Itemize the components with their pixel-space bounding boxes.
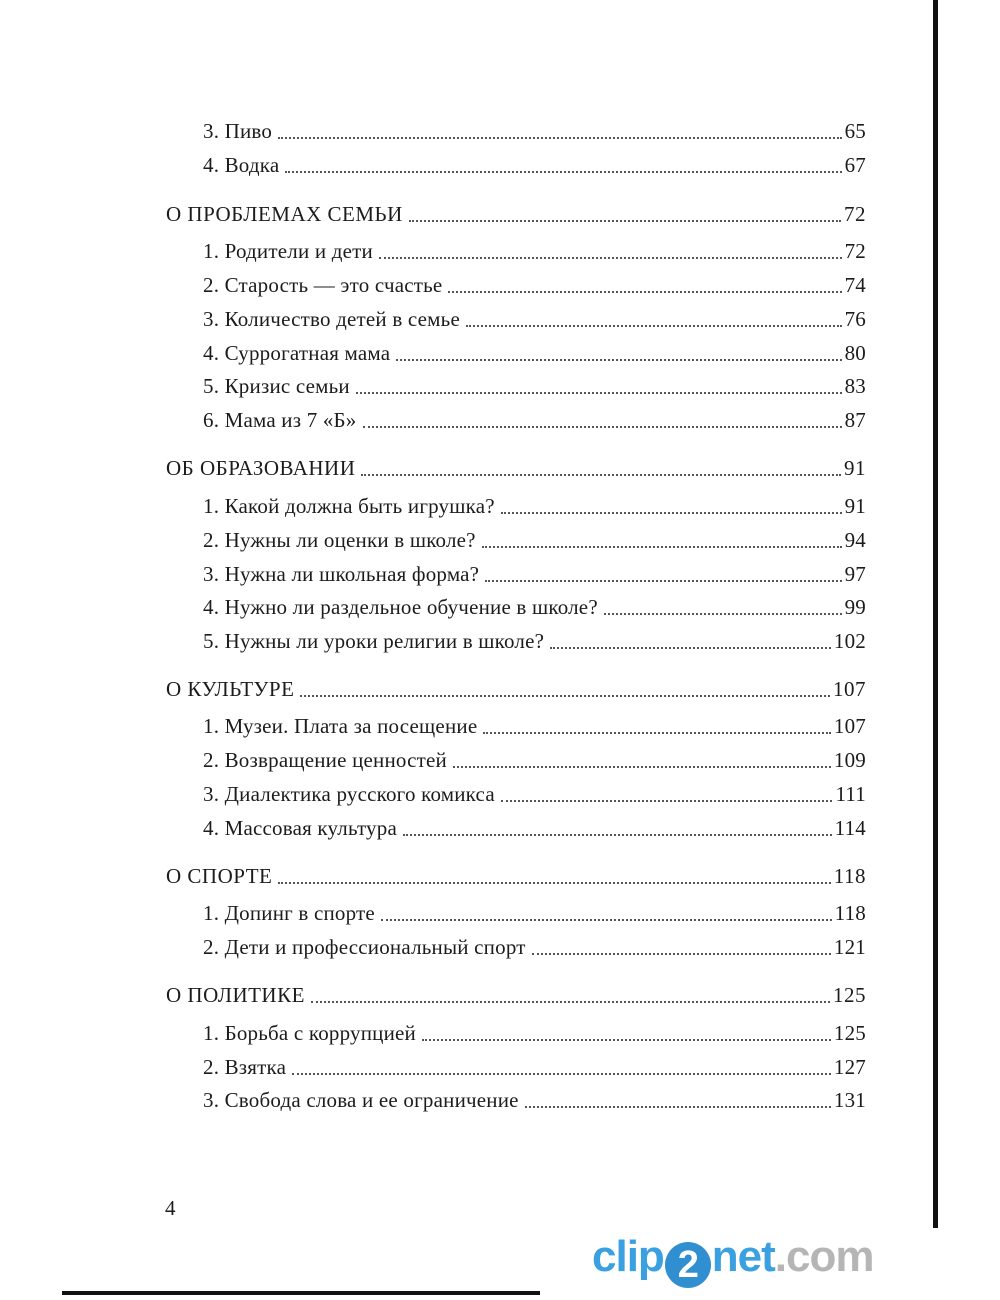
dot-leader: [409, 220, 841, 222]
toc-entry: [203, 152, 866, 178]
toc-section-heading: [166, 982, 866, 1008]
toc-entry-title: 4. Нужно ли раздельное обучение в школе?: [203, 595, 598, 619]
toc-entry: [203, 900, 866, 926]
page-right-border: [933, 0, 938, 1228]
toc-page-number: 72: [844, 202, 866, 226]
toc-entry: [203, 272, 866, 298]
toc-entry-title: О ПОЛИТИКЕ: [166, 983, 305, 1007]
dot-leader: [361, 474, 841, 476]
dot-leader: [532, 953, 831, 955]
toc-entry-title: 4. Массовая культура: [203, 816, 397, 840]
toc-entry: [203, 306, 866, 332]
toc-page-number: 83: [844, 374, 866, 398]
toc-entry: [203, 373, 866, 399]
toc-page-number: 107: [833, 677, 866, 701]
dot-leader: [356, 392, 842, 394]
dot-leader: [278, 137, 842, 139]
toc-entry-title: 5. Кризис семьи: [203, 374, 350, 398]
toc-section-heading: [166, 455, 866, 481]
toc-entry: [203, 1054, 866, 1080]
toc-page-number: 65: [844, 119, 866, 143]
toc-entry: [203, 238, 866, 264]
toc-entry-title: ОБ ОБРАЗОВАНИИ: [166, 456, 356, 480]
toc-page-number: 118: [834, 901, 866, 925]
dot-leader: [278, 882, 830, 884]
toc-page-number: 109: [833, 748, 866, 772]
dot-leader: [403, 834, 832, 836]
toc-page-number: 72: [844, 239, 866, 263]
toc-page-number: 74: [844, 273, 866, 297]
clip2net-watermark: [592, 1232, 874, 1288]
toc-page-number: 121: [833, 935, 866, 959]
toc-page-number: 107: [833, 714, 866, 738]
toc-entry-title: 3. Пиво: [203, 119, 273, 143]
dot-leader: [379, 257, 842, 259]
toc-entry-title: 3. Свобода слова и ее ограничение: [203, 1088, 519, 1112]
watermark-net: net: [711, 1232, 775, 1281]
toc-entry-title: 2. Взятка: [203, 1055, 287, 1079]
toc-entry-title: 2. Дети и профессиональный спорт: [203, 935, 526, 959]
dot-leader: [448, 291, 841, 293]
toc-page-number: 94: [844, 528, 866, 552]
toc-entry-title: 3. Количество детей в семье: [203, 307, 460, 331]
dot-leader: [466, 325, 842, 327]
toc-entry-title: 4. Суррогатная мама: [203, 341, 391, 365]
toc-entry: [203, 118, 866, 144]
toc-page-number: 125: [833, 983, 866, 1007]
toc-page-number: 67: [844, 153, 866, 177]
toc-entry-title: 1. Борьба с коррупцией: [203, 1021, 416, 1045]
dot-leader: [422, 1039, 831, 1041]
toc-entry: [203, 781, 866, 807]
toc-page-number: 125: [833, 1021, 866, 1045]
watermark-clip: clip: [592, 1232, 664, 1281]
dot-leader: [311, 1001, 830, 1003]
toc-entry-title: О СПОРТЕ: [166, 864, 273, 888]
toc-entry: [203, 527, 866, 553]
toc-entry: [203, 713, 866, 739]
toc-page-number: 76: [844, 307, 866, 331]
toc-entry-title: 1. Какой должна быть игрушка?: [203, 494, 495, 518]
dot-leader: [396, 359, 841, 361]
toc-page-number: 114: [834, 816, 866, 840]
watermark-two: 2: [665, 1242, 711, 1288]
toc-entry-title: 5. Нужны ли уроки религии в школе?: [203, 629, 545, 653]
dot-leader: [482, 546, 842, 548]
dot-leader: [363, 426, 842, 428]
toc-section-heading: [166, 676, 866, 702]
toc-entry: [203, 561, 866, 587]
watermark-com: .com: [774, 1232, 874, 1281]
toc-entry: [203, 934, 866, 960]
dot-leader: [285, 171, 841, 173]
toc-page-number: 80: [844, 341, 866, 365]
toc-page-number: 91: [844, 456, 866, 480]
toc-page-number: 118: [833, 864, 866, 888]
toc-page-number: 87: [844, 408, 866, 432]
dot-leader: [604, 613, 842, 615]
toc-entry: [203, 594, 866, 620]
toc-page-number: 97: [844, 562, 866, 586]
toc-entry-title: 4. Водка: [203, 153, 280, 177]
dot-leader: [525, 1106, 831, 1108]
toc-entry-title: 1. Родители и дети: [203, 239, 373, 263]
toc-page-number: 131: [833, 1088, 866, 1112]
page-number: 4: [165, 1196, 176, 1220]
toc-entry: [203, 407, 866, 433]
toc-entry: [203, 628, 866, 654]
toc-entry-title: 6. Мама из 7 «Б»: [203, 408, 357, 432]
toc-section-heading: [166, 863, 866, 889]
toc-page-number: 102: [833, 629, 866, 653]
toc-entry-title: 2. Возвращение ценностей: [203, 748, 447, 772]
toc-entry: [203, 1087, 866, 1113]
toc-page-number: 111: [835, 782, 866, 806]
page-bottom-border: [62, 1291, 540, 1295]
dot-leader: [292, 1073, 831, 1075]
toc-entry-title: О ПРОБЛЕМАХ СЕМЬИ: [166, 202, 403, 226]
toc-page-number: 91: [844, 494, 866, 518]
toc-entry-title: 1. Музеи. Плата за посещение: [203, 714, 478, 738]
dot-leader: [381, 919, 832, 921]
toc-entry-title: 1. Допинг в спорте: [203, 901, 375, 925]
toc-entry: [203, 340, 866, 366]
toc-entry: [203, 747, 866, 773]
dot-leader: [550, 647, 831, 649]
toc-entry-title: 3. Нужна ли школьная форма?: [203, 562, 480, 586]
dot-leader: [453, 766, 831, 768]
toc-entry-title: О КУЛЬТУРЕ: [166, 677, 295, 701]
dot-leader: [483, 732, 831, 734]
dot-leader: [300, 695, 830, 697]
toc-entry-title: 2. Нужны ли оценки в школе?: [203, 528, 476, 552]
dot-leader: [501, 800, 833, 802]
toc-page-number: 127: [833, 1055, 866, 1079]
toc-section-heading: [166, 201, 866, 227]
toc-entry-title: 3. Диалектика русского комикса: [203, 782, 495, 806]
dot-leader: [485, 580, 841, 582]
toc-entry: [203, 815, 866, 841]
toc-entry: [203, 493, 866, 519]
toc-page-number: 99: [844, 595, 866, 619]
toc-entry: [203, 1020, 866, 1046]
toc-entry-title: 2. Старость — это счастье: [203, 273, 443, 297]
dot-leader: [501, 512, 842, 514]
